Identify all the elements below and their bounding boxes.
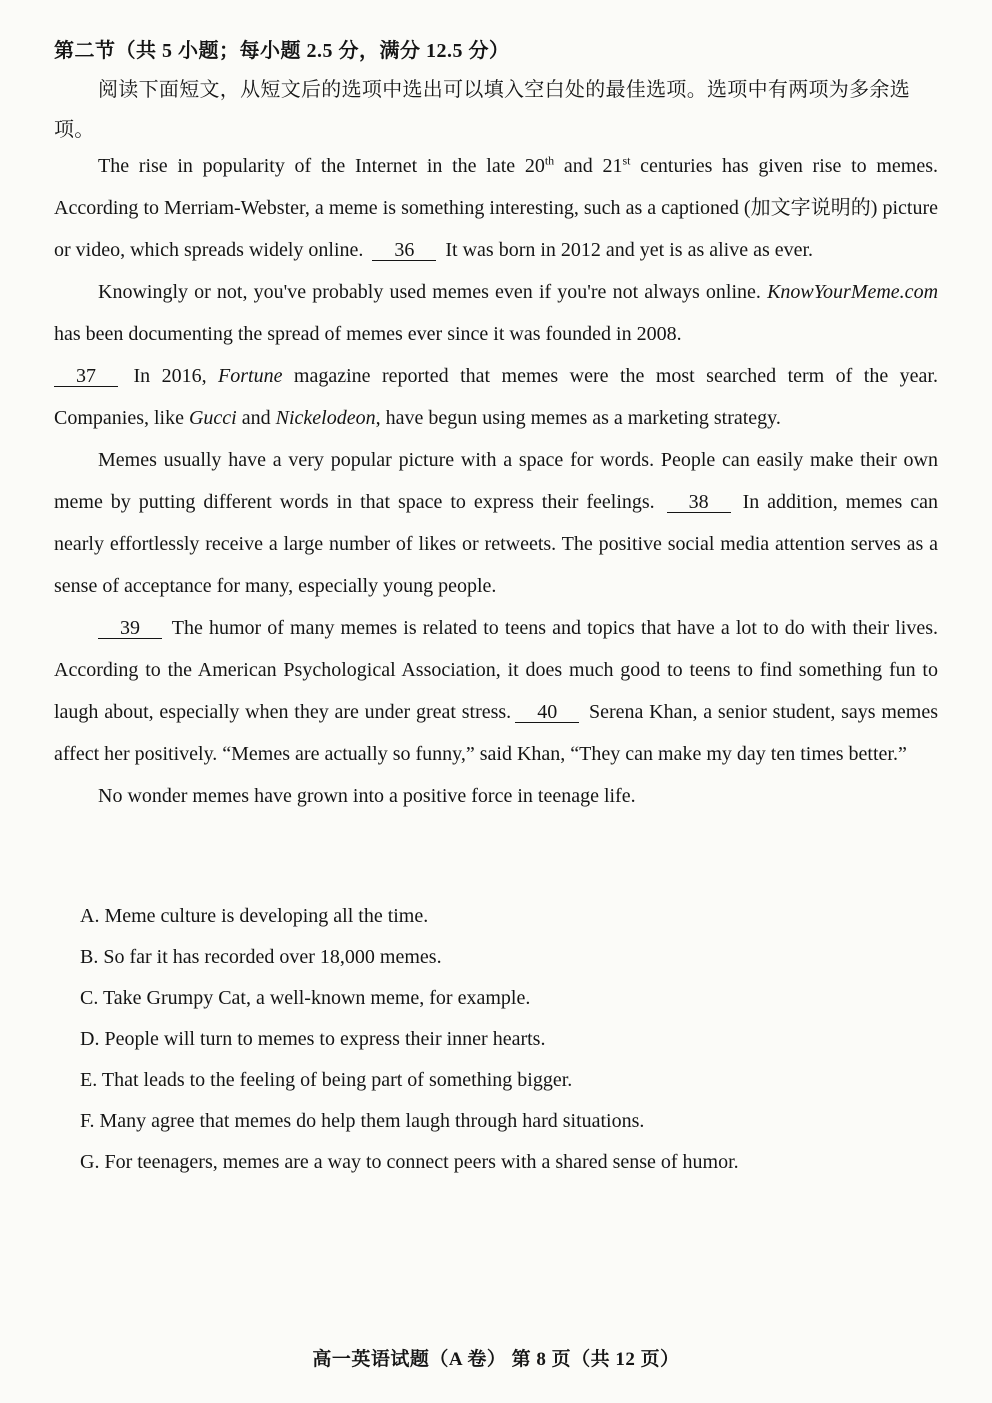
page-footer: 高一英语试题（A 卷） 第 8 页（共 12 页） bbox=[312, 1349, 680, 1370]
paragraph-text: Serena Khan, a senior student, says memes affect her positively. “Memes are actually so funny,” said Khan, “They can make my day ten times better.” bbox=[54, 701, 938, 765]
passage-paragraph-3 bbox=[54, 439, 938, 607]
paragraph-text: Memes usually have a very popular picture with a space for words. People can easily make their own meme by putting different words in that space to express their feelings. bbox=[54, 449, 938, 513]
option-d[interactable]: D. People will turn to memes to express their inner hearts. bbox=[80, 1028, 546, 1050]
paragraph-text: Knowingly or not, you've probably used memes even if you're not always online. bbox=[98, 281, 761, 303]
paragraph-text: In 2016, bbox=[133, 365, 219, 387]
passage-paragraph-2 bbox=[54, 271, 938, 439]
brand-name: Nickelodeon bbox=[275, 407, 376, 429]
option-e[interactable]: E. That leads to the feeling of being part of something bigger. bbox=[80, 1069, 573, 1091]
passage-paragraph-5: No wonder memes have grown into a positive force in teenage life. bbox=[98, 785, 636, 807]
option-b[interactable]: B. So far it has recorded over 18,000 memes. bbox=[80, 946, 442, 968]
paragraph-text: , have begun using memes as a marketing strategy. bbox=[375, 407, 781, 429]
option-c[interactable]: C. Take Grumpy Cat, a well-known meme, for example. bbox=[80, 987, 531, 1009]
paragraph-text: The rise in popularity of the Internet in the late 20 bbox=[98, 155, 545, 177]
website-name: KnowYourMeme.com bbox=[767, 281, 939, 303]
passage-paragraph-1 bbox=[54, 145, 938, 271]
section-title: 第二节（共 5 小题；每小题 2.5 分，满分 12.5 分） bbox=[54, 40, 510, 62]
paragraph-text: It was born in 2012 and yet is as alive as ever. bbox=[445, 239, 814, 261]
brand-name: Gucci bbox=[188, 407, 237, 429]
paragraph-text: and 21 bbox=[554, 155, 623, 177]
paragraph-text: has been documenting the spread of memes ever since it was founded in 2008. bbox=[54, 323, 682, 345]
ordinal-superscript: st bbox=[622, 153, 631, 168]
blank-37[interactable]: 37 bbox=[54, 366, 118, 387]
passage-paragraph-4 bbox=[54, 607, 938, 775]
paragraph-text: The humor of many memes is related to teens and topics that have a lot to do with their lives. According to the American Psychological Association, it does much good to teens to find something fun to laugh about, especially when they are under great stress. bbox=[54, 617, 939, 723]
instruction-text: 阅读下面短文，从短文后的选项中选出可以填入空白处的最佳选项。选项中有两项为多余选项。 bbox=[54, 79, 910, 141]
paragraph-text: In addition, memes can nearly effortlessly receive a large number of likes or retweets. The positive social media attention serves as a sense of acceptance for many, especially young people. bbox=[54, 491, 938, 597]
option-f[interactable]: F. Many agree that memes do help them laugh through hard situations. bbox=[80, 1110, 645, 1132]
blank-38[interactable]: 38 bbox=[667, 492, 731, 513]
option-a[interactable]: A. Meme culture is developing all the time. bbox=[80, 905, 429, 927]
blank-36[interactable]: 36 bbox=[372, 240, 436, 261]
passage bbox=[54, 145, 938, 817]
option-g[interactable]: G. For teenagers, memes are a way to connect peers with a shared sense of humor. bbox=[80, 1151, 739, 1173]
paragraph-text: magazine reported that memes were the most searched term of the year. Companies, like bbox=[54, 365, 938, 429]
ordinal-superscript: th bbox=[544, 153, 555, 168]
answer-options bbox=[80, 896, 940, 1183]
blank-39[interactable]: 39 bbox=[98, 618, 162, 639]
magazine-name: Fortune bbox=[218, 365, 283, 387]
paragraph-text: centuries has given rise to memes. According to Merriam-Webster, a meme is something interesting, such as a captioned (加文字说明的) picture or video, which spreads widely online. bbox=[54, 155, 939, 261]
blank-40[interactable]: 40 bbox=[515, 702, 579, 723]
paragraph-text: and bbox=[236, 407, 276, 429]
